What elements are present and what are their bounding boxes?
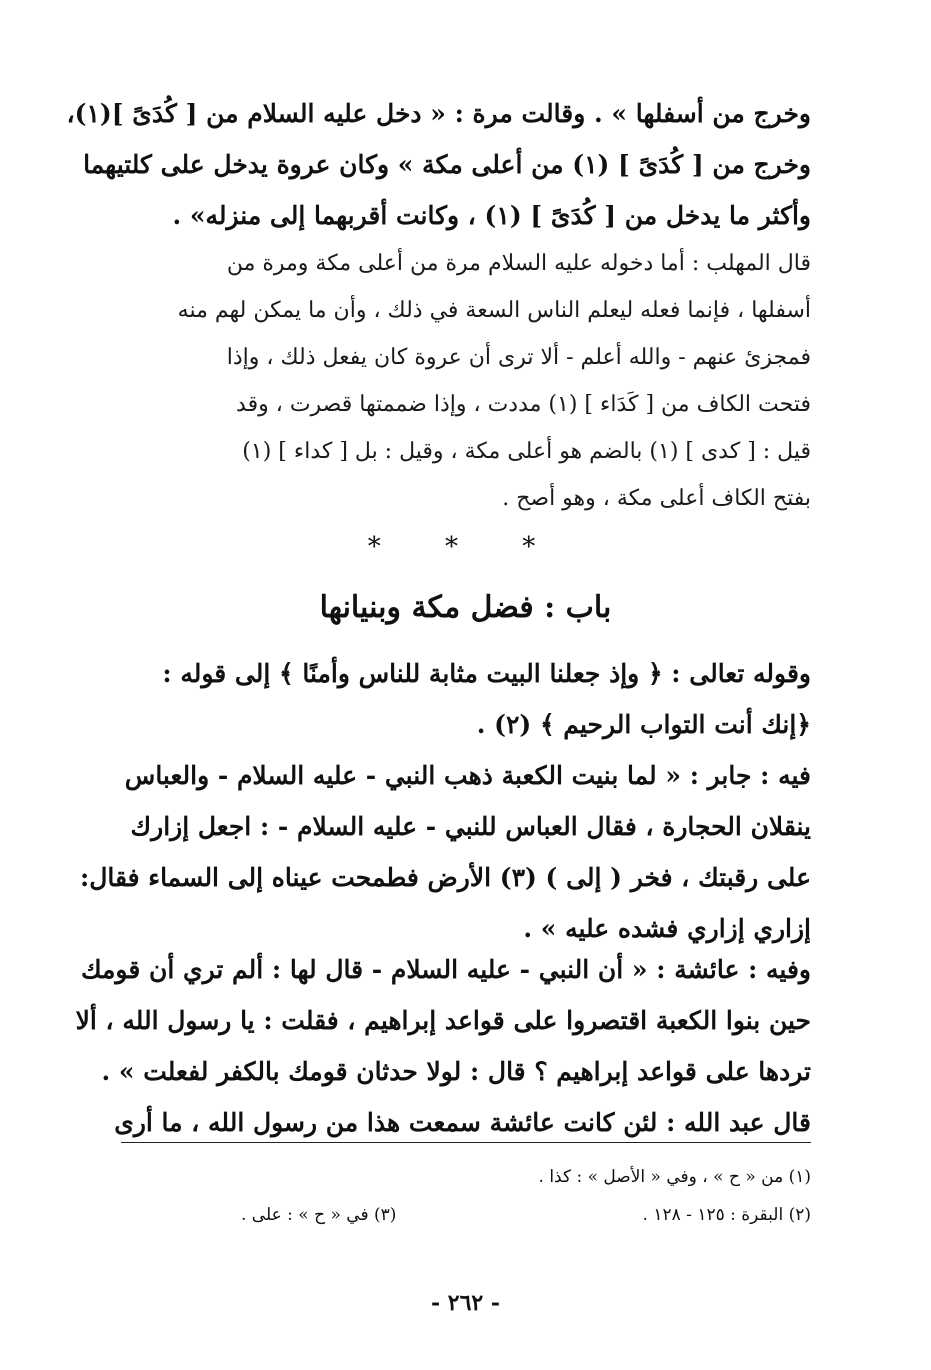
text-line: قال المهلب : أما دخوله عليه السلام مرة من أعلى مكة ومرة من (226, 251, 811, 276)
text-line: وفيه : عائشة : « أن النبي - عليه السلام - قال لها : ألم تري أن قومك (80, 955, 811, 984)
text-line: قيل : [ كدى ] (١) بالضم هو أعلى مكة ، وقيل : بل [ كداء ] (١) (242, 439, 811, 464)
text-line: حين بنوا الكعبة اقتصروا على قواعد إبراهيم ، فقلت : يا رسول الله ، ألا (75, 1006, 811, 1035)
text-line: فيه : جابر : « لما بنيت الكعبة ذهب النبي - عليه السلام - والعباس (124, 761, 811, 790)
text-line: فتحت الكاف من [ كَدَاء ] (١) مددت ، وإذا ضممتها قصرت ، وقد (236, 392, 811, 417)
footnote-divider (121, 1142, 811, 1143)
text-line: إزاري إزاري فشده عليه » . (523, 914, 811, 943)
quran-verse-paragraph (121, 648, 811, 750)
text-line: على رقبتك ، فخر ( إلى ) (٣) الأرض فطمحت عيناه إلى السماء فقال: (80, 863, 811, 892)
hadith-paragraph-1 (66, 88, 811, 241)
text-line: وأكثر ما يدخل من [ كُدَىً ] (١) ، وكانت أقربهما إلى منزله» . (172, 201, 811, 230)
text-line: تردها على قواعد إبراهيم ؟ قال : لولا حدثان قومك بالكفر لفعلت » . (101, 1057, 811, 1086)
section-separator: * * * (367, 532, 564, 562)
footnote-1: (١) من « ح » ، وفي « الأصل » : كذا . (538, 1167, 811, 1187)
footnotes (121, 1158, 811, 1234)
text-line: ينقلان الحجارة ، فقال العباس للنبي - عليه السلام - : اجعل إزارك (130, 812, 811, 841)
text-line: فمجزئ عنهم - والله أعلم - ألا ترى أن عروة كان يفعل ذلك ، وإذا (226, 345, 811, 370)
footnote-row (121, 1158, 811, 1196)
commentary-paragraph (121, 240, 811, 522)
footnote-3: (٣) في « ح » : على . (241, 1205, 397, 1225)
text-line: قال عبد الله : لئن كانت عائشة سمعت هذا من رسول الله ، ما أرى (114, 1108, 811, 1137)
chapter-heading: باب : فضل مكة وبنيانها (319, 590, 612, 625)
footnote-row (121, 1196, 811, 1234)
text-line: أسفلها ، فإنما فعله ليعلم الناس السعة في ذلك ، وأن ما يمكن لهم منه (177, 298, 811, 323)
hadith-paragraph-aisha (75, 944, 811, 1148)
hadith-paragraph-jabir (80, 750, 811, 954)
text-line: وخرج من أسفلها » . وقالت مرة : « دخل عليه السلام من [ كُدَىً ](١)، (66, 99, 811, 128)
text-line: وخرج من [ كُدَىً ] (١) من أعلى مكة » وكان عروة يدخل على كلتيهما (83, 150, 811, 179)
text-line: بفتح الكاف أعلى مكة ، وهو أصح . (502, 486, 811, 511)
text-line: ﴿إنك أنت التواب الرحيم ﴾ (٢) . (476, 710, 811, 739)
footnote-spacer (396, 1196, 642, 1234)
footnote-2: (٢) البقرة : ١٢٥ - ١٢٨ . (642, 1205, 811, 1225)
page-number: - ٢٦٢ - (430, 1290, 501, 1316)
text-line: وقوله تعالى : ﴿ وإذ جعلنا البيت مثابة للناس وأمنًا ﴾ إلى قوله : (162, 659, 811, 688)
